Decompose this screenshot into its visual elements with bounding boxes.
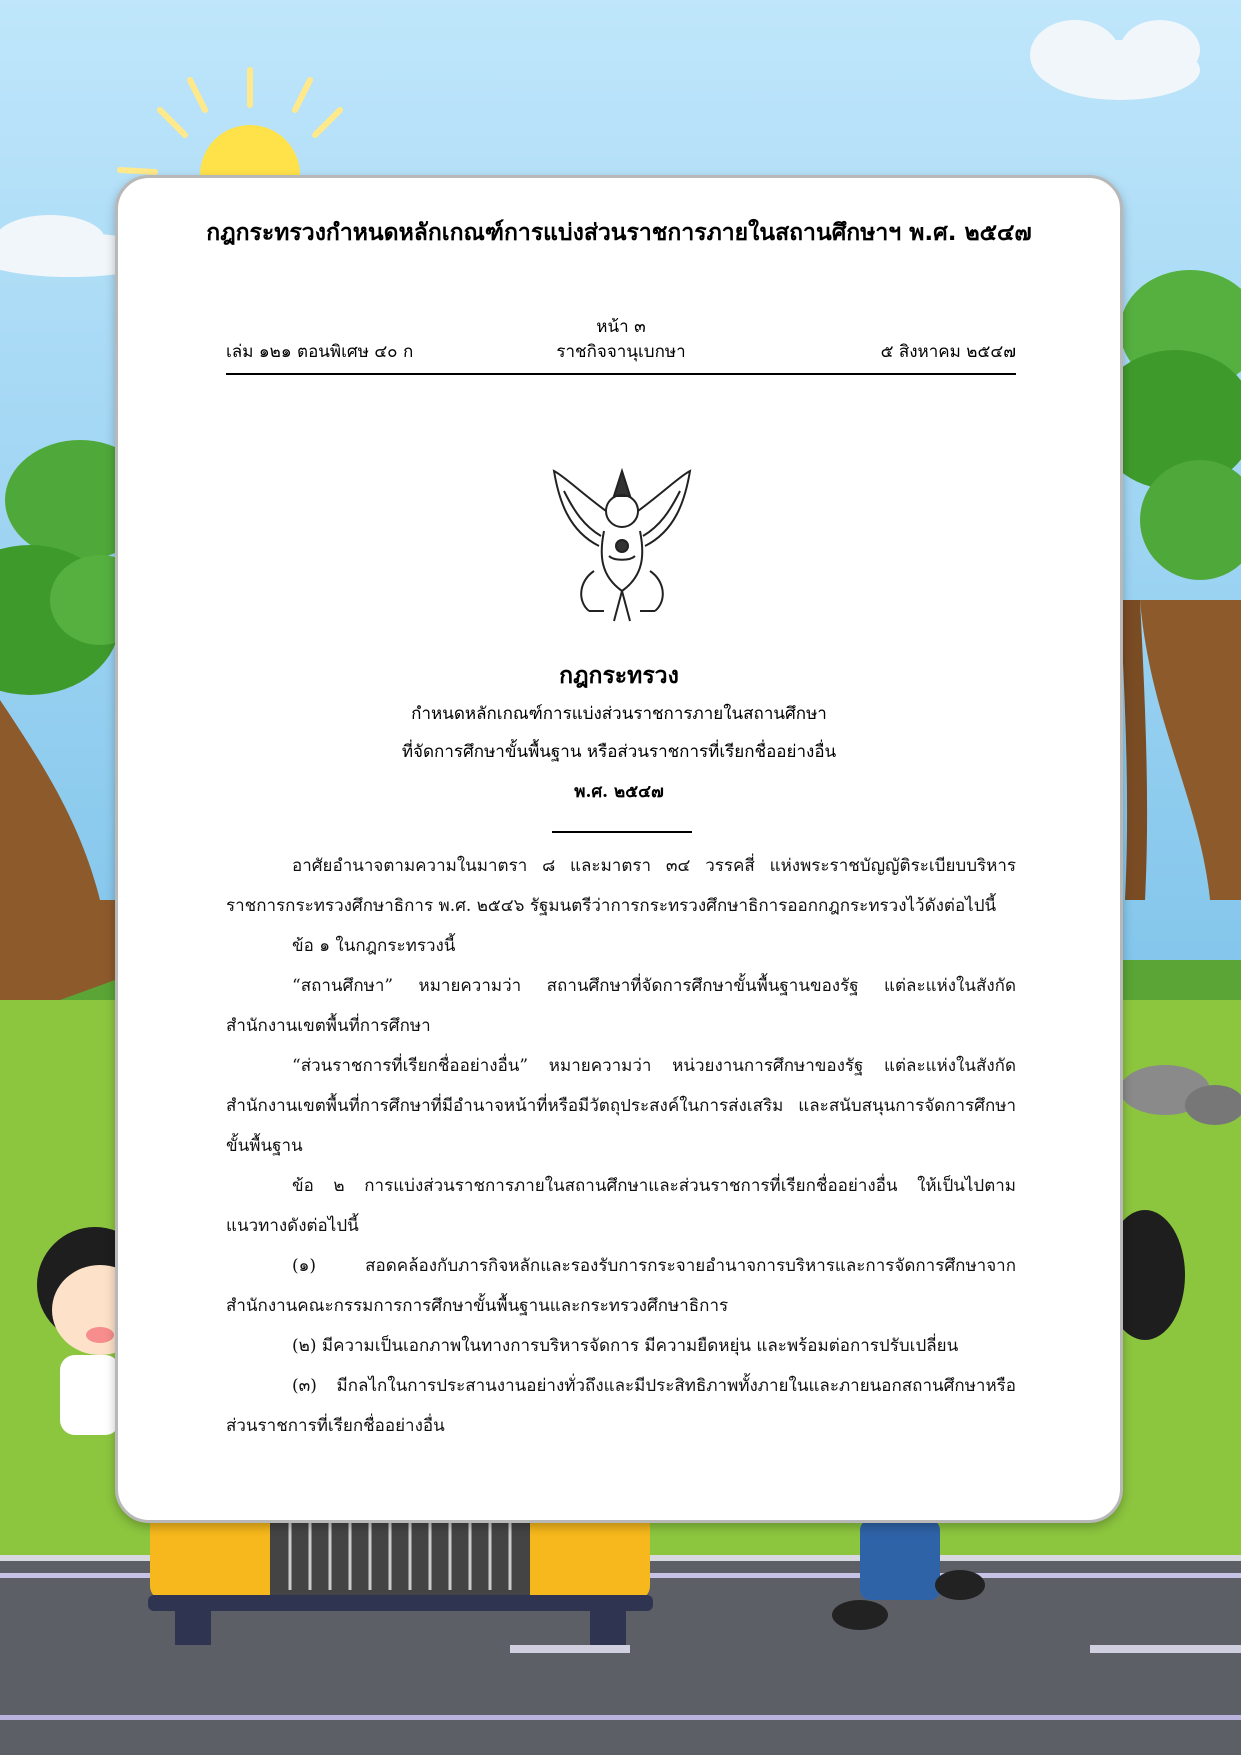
gazette-date: ๕ สิงหาคม ๒๕๔๗ [880, 342, 1016, 362]
decree-body [226, 846, 1016, 1446]
paragraph-clause-1: ข้อ ๑ ในกฎกระทรวงนี้ [292, 936, 456, 956]
decree-year: พ.ศ. ๒๕๔๗ [574, 782, 664, 802]
paragraph-clause-2: ข้อ ๒ การแบ่งส่วนราชการภายในสถานศึกษาและส่วนราชการที่เรียกชื่ออย่างอื่น ให้เป็นไปตามแนวทางดังต่อไปนี้ [226, 1176, 1016, 1236]
page-heading: กฎกระทรวงกำหนดหลักเกณฑ์การแบ่งส่วนราชการภายในสถานศึกษาฯ พ.ศ. ๒๕๔๗ [206, 220, 1032, 246]
document-card [115, 175, 1123, 1523]
paragraph-definition-unit: “ส่วนราชการที่เรียกชื่ออย่างอื่น” หมายความว่า หน่วยงานการศึกษาของรัฐ แต่ละแห่งในสังกัดสำนักงานเขตพื้นที่การศึกษาที่มีอำนาจหน้าที่หรือมีวัตถุประสงค์ในการส่งเสริม และสนับสนุนการจัดการศึกษาขั้นพื้นฐาน [226, 1056, 1016, 1156]
gazette-header [226, 313, 1016, 375]
title-divider [552, 831, 692, 833]
decree-title: กฎกระทรวง [559, 662, 679, 689]
garuda-emblem [549, 461, 695, 626]
paragraph-item-3: (๓) มีกลไกในการประสานงานอย่างทั่วถึงและมีประสิทธิภาพทั้งภายในและภายนอกสถานศึกษาหรือส่วนราชการที่เรียกชื่ออย่างอื่น [226, 1376, 1016, 1436]
paragraph-item-2: (๒) มีความเป็นเอกภาพในทางการบริหารจัดการ มีความยืดหยุ่น และพร้อมต่อการปรับเปลี่ยน [292, 1336, 959, 1356]
paragraph-item-1: (๑) สอดคล้องกับภารกิจหลักและรองรับการกระจายอำนาจการบริหารและการจัดการศึกษาจากสำนักงานคณะกรรมการการศึกษาขั้นพื้นฐานและกระทรวงศึกษาธิการ [226, 1256, 1016, 1316]
paragraph-preamble: อาศัยอำนาจตามความในมาตรา ๘ และมาตรา ๓๔ วรรคสี่ แห่งพระราชบัญญัติระเบียบบริหารราชการกระทรวงศึกษาธิการ พ.ศ. ๒๕๔๖ รัฐมนตรีว่าการกระทรวงศึกษาธิการออกกฎกระทรวงไว้ดังต่อไปนี้ [226, 856, 1016, 916]
gazette-name: ราชกิจจานุเบกษา [556, 342, 686, 362]
decree-subtitle-line2: ที่จัดการศึกษาขั้นพื้นฐาน หรือส่วนราชการที่เรียกชื่ออย่างอื่น [401, 742, 837, 762]
paragraph-definition-school: “สถานศึกษา” หมายความว่า สถานศึกษาที่จัดการศึกษาขั้นพื้นฐานของรัฐ แต่ละแห่งในสังกัดสำนักงานเขตพื้นที่การศึกษา [226, 976, 1016, 1036]
gazette-page-number: หน้า ๓ [596, 317, 646, 337]
decree-subtitle-line1: กำหนดหลักเกณฑ์การแบ่งส่วนราชการภายในสถานศึกษา [411, 704, 827, 724]
gazette-volume: เล่ม ๑๒๑ ตอนพิเศษ ๔๐ ก [226, 342, 414, 362]
